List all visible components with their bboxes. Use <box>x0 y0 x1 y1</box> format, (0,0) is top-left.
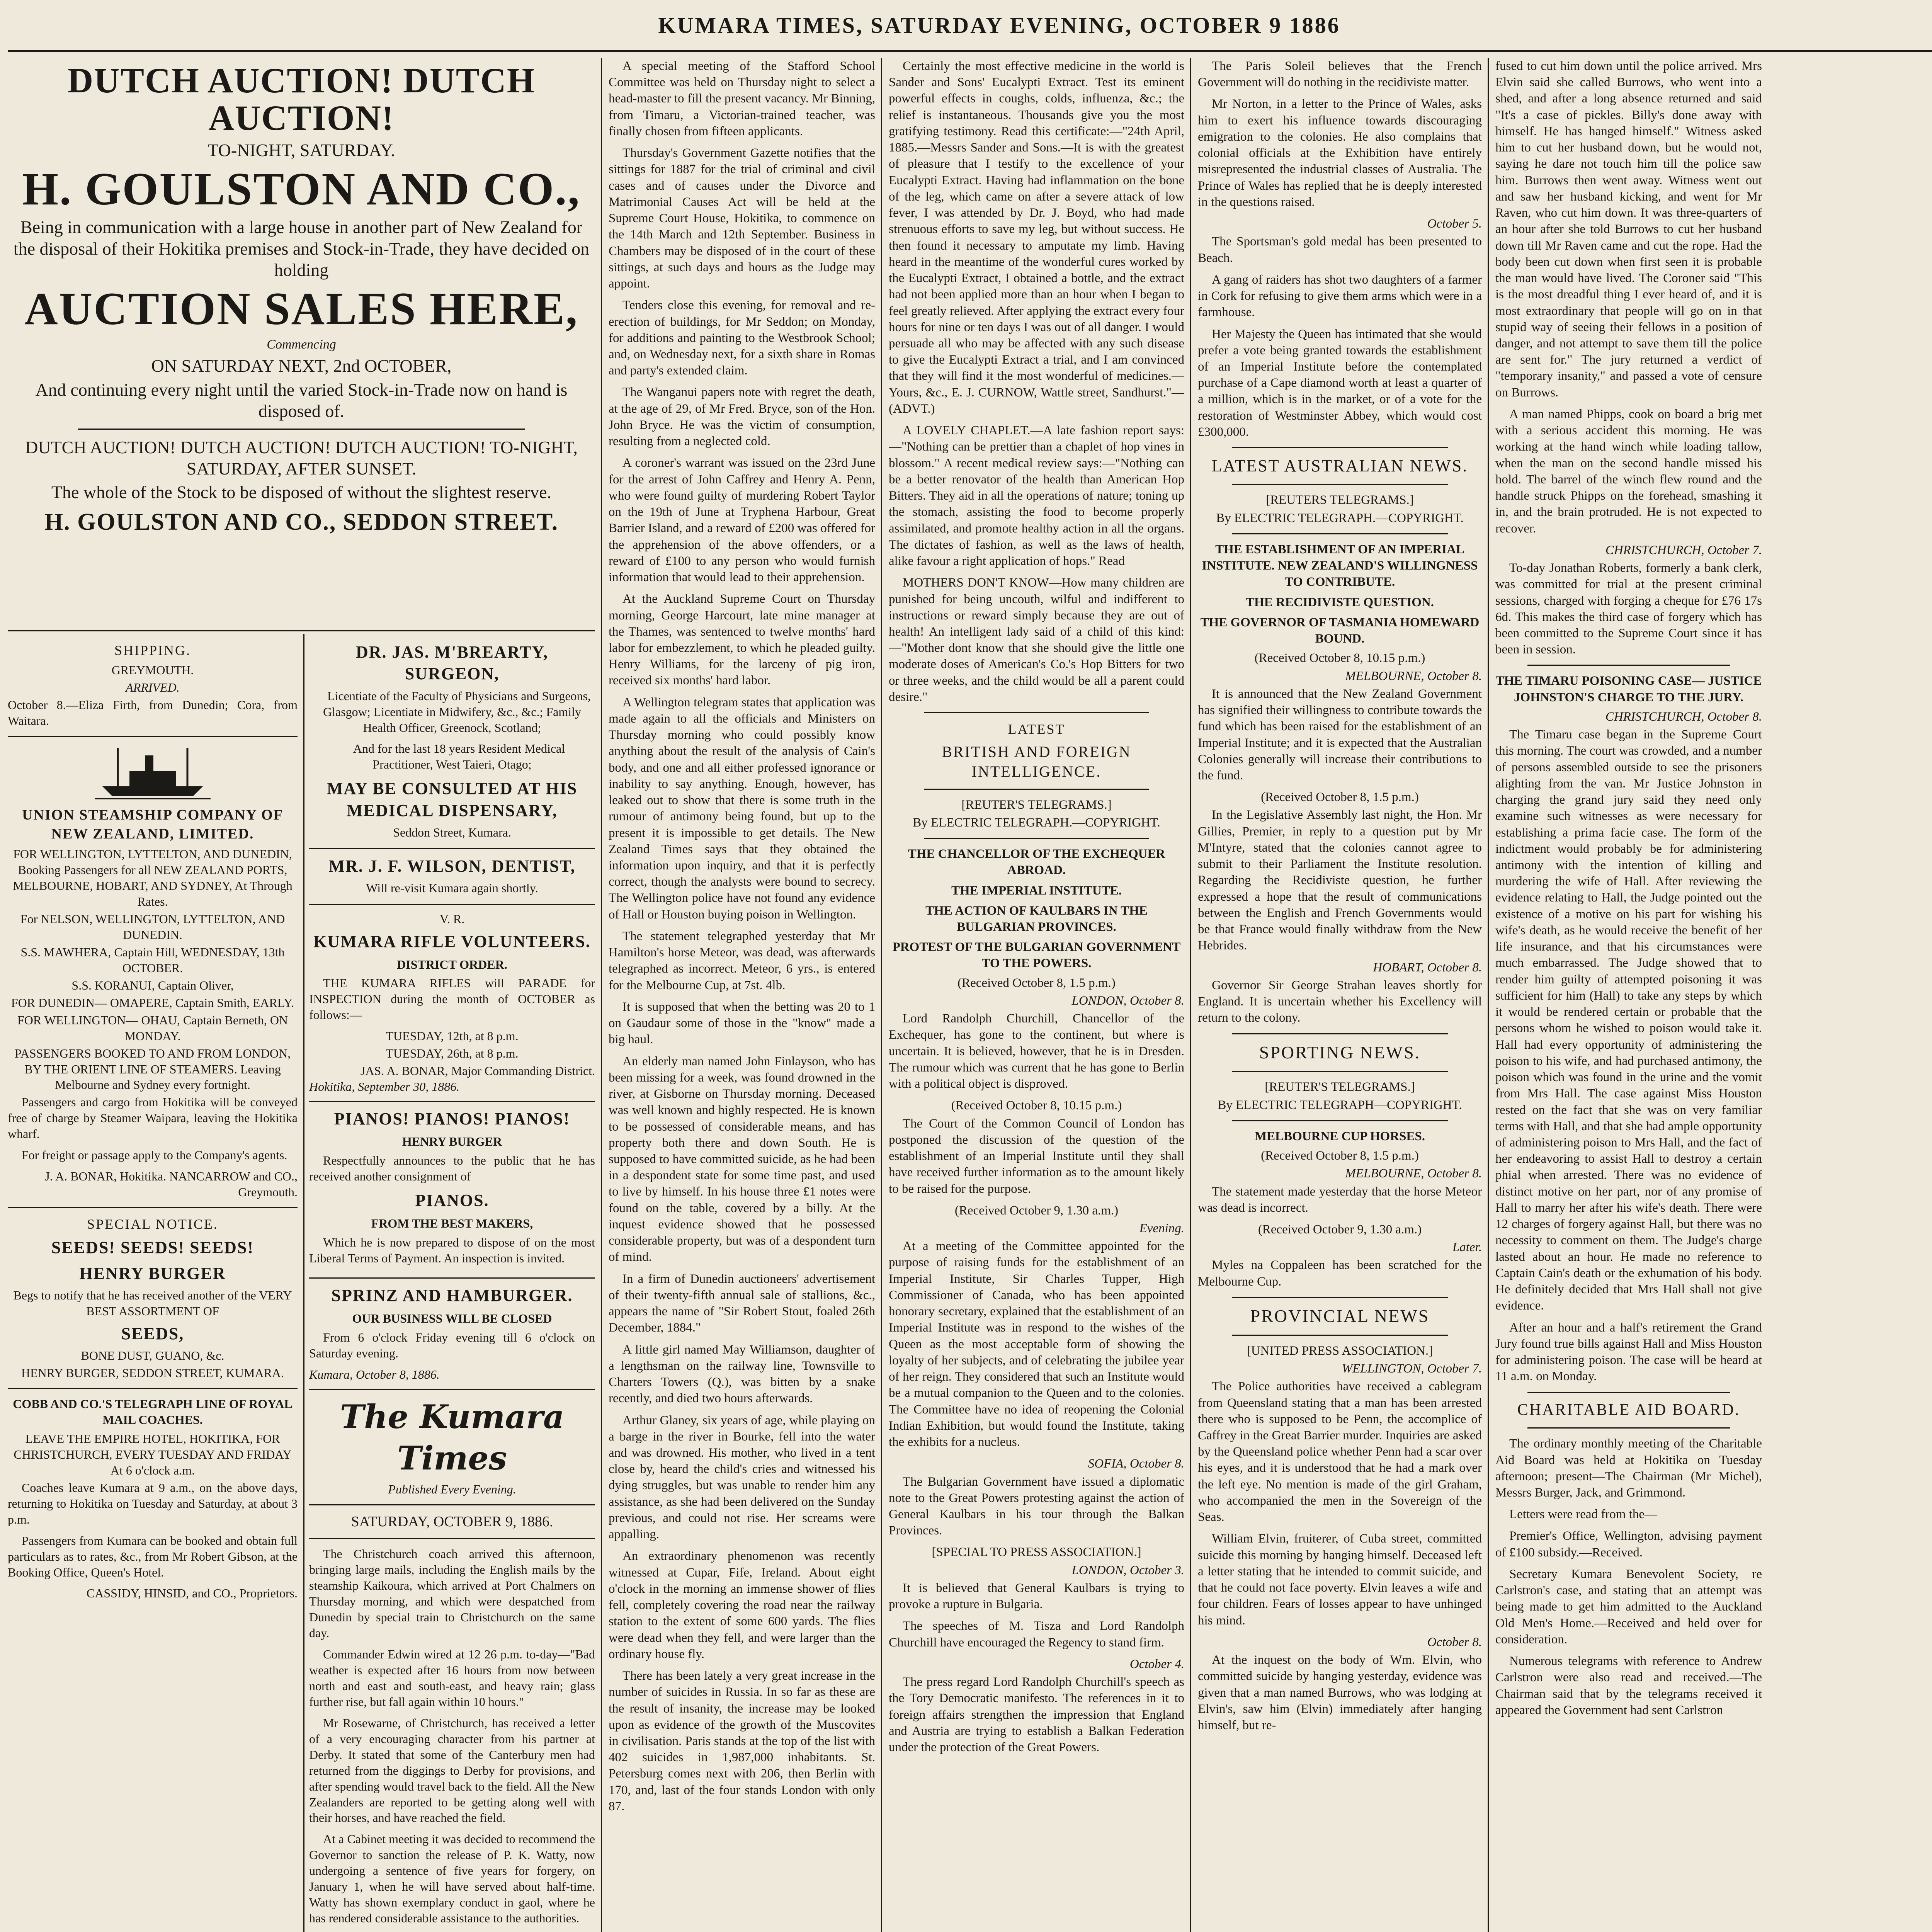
dentist-text: Will re-visit Kumara again shortly. <box>366 881 538 895</box>
rifles-text: THE KUMARA RIFLES will PARADE for INSPECTION during the month of OCTOBER as follows:— <box>309 976 595 1022</box>
cargo-note: Passengers and cargo from Hokitika will be conveyed free of charge by Steamer Waipara, leaving the Hokitika wharf. <box>8 1095 298 1141</box>
article: A Wellington telegram states that application was made again to all the officials and Ministers on Thursday morning who could possibly know anything about the result of the analysis of Cain's body, and one and all either professed ignorance or inability to say anything. Enough, however, has leaked out to show that there is some truth in the rumour of antimony being found, but up to the present it is impossible to get details. The New Zealand Times says that they obtained the information upon inquiry, and that it is perfectly correct, though the analysts were bound to secrecy. The Wellington police have not found any evidence of Hall or Houston buying poison in Wellington. <box>609 695 875 922</box>
pianos-heading: PIANOS! PIANOS! PIANOS! <box>334 1109 570 1129</box>
article: Tenders close this evening, for removal and re-erection of buildings, for Mr Seddon; on Monday, for additions and painting to the Westbrook School; and, on Wednesday next, for a sixth share in Romas and party's extended claim. <box>609 298 875 378</box>
burger-seeds-text: Begs to notify that he has received another of the VERY BEST ASSORTMENT OF <box>13 1288 292 1318</box>
article: The Christchurch coach arrived this afternoon, bringing large mails, including the English mails by the steamship Kaikoura, which arrived at Port Chalmers on Thursday morning, and which were despatched from Dunedin by special train to Christchurch on the same day. <box>309 1547 595 1640</box>
headline: THE RECIDIVISTE QUESTION. <box>1246 595 1434 609</box>
article: It is believed that General Kaulbars is trying to provoke a rupture in Bulgaria. <box>889 1581 1184 1612</box>
goulston-footer: H. GOULSTON AND CO., SEDDON STREET. <box>44 509 559 535</box>
article: In the Legislative Assembly last night, the Hon. Mr Gillies, Premier, in reply to a question put by Mr M'Intyre, stated that the colonies cannot agree to submit to their Parliament the Institute resolution. Regarding the Recidiviste question, he further expressed a hope that the result of communications between the English and French Governments would be that France would finally withdraw from the New Hebrides. <box>1198 808 1482 953</box>
received-line: (Received October 8, 10.15 p.m.) <box>1254 651 1425 665</box>
paper-nameplate: The Kumara Times <box>340 1397 565 1478</box>
pianos-text: Respectfully announces to the public that he has received another consignment of <box>309 1153 595 1184</box>
received-line: (Received October 8, 1.5 p.m.) <box>1261 1149 1419 1163</box>
article: An extraordinary phenomenon was recently witnessed at Cupar, Fife, Ireland. About eight o'clock in the morning an immense shower of flies fell, completely covering the road near the railway station to the extent of some 600 yards. The flies were dead when they fell, and were larger than the ordinary house fly. <box>609 1549 875 1661</box>
article: Arthur Glaney, six years of age, while playing on a barge in the river in Bourke, fell into the water and was drowned. His mother, who lived in a tent close by, heard the child's cries and witnessed his dying struggles, but was unable to render him any assistance, as she had been delivered on the Sunday previous, and could not rise. Her screams were appalling. <box>609 1413 875 1542</box>
dateline: October 8. <box>1427 1635 1482 1649</box>
shipping-heading: SHIPPING. <box>114 643 191 658</box>
charitable-aid: CHARITABLE AID BOARD. <box>1517 1401 1740 1419</box>
received-line: (Received October 8, 1.5 p.m.) <box>1261 790 1419 804</box>
article: Mr Norton, in a letter to the Prince of Wales, asks him to exert his influence towards discouraging emigration to the colonies. He also complains that colonial officials at the Exhibition have entirely misrepresented the industrial classes of Australia. The Prince of Wales has replied that he is deeply interested in the questions raised. <box>1198 97 1482 209</box>
headline: THE TIMARU POISONING CASE— JUSTICE JOHNSTON'S CHARGE TO THE JURY. <box>1495 674 1762 704</box>
article: Premier's Office, Wellington, advising payment of £100 subsidy.—Received. <box>1495 1529 1762 1560</box>
article: Governor Sir George Strahan leaves shortly for England. It is uncertain whether his Excellency will return to the colony. <box>1198 978 1482 1025</box>
article: The statement made yesterday that the horse Meteor was dead is incorrect. <box>1198 1184 1482 1215</box>
article: The Wanganui papers note with regret the death, at the age of 29, of Mr Fred. Bryce, son of the Hon. John Bryce. He was the victim of consumption, resulting from a neglected cold. <box>609 385 875 449</box>
received-line: (Received October 8, 10.15 p.m.) <box>951 1099 1122 1113</box>
parade-1: TUESDAY, 12th, at 8 p.m. <box>386 1029 519 1043</box>
headline: THE GOVERNOR OF TASMANIA HOMEWARD BOUND. <box>1200 615 1480 646</box>
latest-label: LATEST <box>1008 721 1065 737</box>
dateline: LONDON, October 3. <box>1071 1563 1184 1577</box>
column-5 <box>1495 58 1932 1932</box>
coach-departures: LEAVE THE EMPIRE HOTEL, HOKITIKA, FOR CHRISTCHURCH, EVERY TUESDAY AND FRIDAY At 6 o'clock a.m. <box>14 1431 292 1477</box>
article: At a meeting of the Committee appointed for the purpose of raising funds for the establishment of an Imperial Institute, Sir Charles Tupper, High Commissioner of Canada, who has been appointed honorary secretary, explained that the establishment of an Imperial Institute was in respond to the wishes of the Queen as the most acceptable form of showing the loyalty of her subjects, and of celebrating the jubilee year of her reign. They considered that such an Institute would be a mutual companion to the Queen and to the colonies. The Committee have no idea of reopening the Colonial Indian Exhibition, but would found the Institute, taking the exhibits for a nucleus. <box>889 1239 1184 1449</box>
article: It is announced that the New Zealand Government has signified their willingness to contribute towards the fund which has been raised for the establishment of an Imperial Institute; and it is expected that the Australian Colonies generally will increase their contributions to the fund. <box>1198 687 1482 782</box>
auction-sales: AUCTION SALES HERE, <box>24 282 578 334</box>
nelson-route: For NELSON, WELLINGTON, LYTTELTON, AND DUNEDIN. <box>20 912 285 942</box>
shipping-agents: J. A. BONAR, Hokitika. NANCARROW and CO., Greymouth. <box>45 1169 298 1199</box>
closed-date: Kumara, October 8, 1886. <box>309 1367 440 1381</box>
article: At the inquest on the body of Wm. Elvin, who committed suicide by hanging yesterday, evidence was given that a man named Burrows, who was lodging at Elvin's, saw him (Elvin) immediately after hanging himself, but re- <box>1198 1653 1482 1732</box>
article: The Police authorities have received a cablegram from Queensland stating that a man has been arrested there who is supposed to be Penn, the accomplice of Caffrey in the Great Barrier murder. Inquiries are asked by the Queensland police whether Penn had a scar over his eyes, and it is understood that he had a mark over the left eye. No mention is made of the girl Graham, who accompanied the men in the Sovereign of the Seas. <box>1198 1379 1482 1524</box>
column-1b <box>309 638 595 1932</box>
doctor-heading: DR. JAS. M'BREARTY, SURGEON, <box>355 643 549 684</box>
article: At a Cabinet meeting it was decided to recommend the Governor to sanction the release of P. K. Watty, now undergoing a sentence of five years for forgery, on January 1, when he will have served about half-time. Watty has shown exemplary conduct in gaol, where he has rendered considerable assistance to the authorities. <box>309 1832 595 1925</box>
published-line: Published Every Evening. <box>388 1482 516 1496</box>
column-2 <box>609 58 875 1932</box>
bone-dust: BONE DUST, GUANO, &c. <box>81 1349 224 1363</box>
column-1a <box>8 638 298 1932</box>
seeds-heading: SEEDS! SEEDS! SEEDS! <box>51 1238 254 1257</box>
medical-dispensary: MAY BE CONSULTED AT HIS MEDICAL DISPENSARY, <box>327 779 578 820</box>
article: A little girl named May Williamson, daughter of a lengthsman on the railway line, Townsville to Charters Towers (Q.), was bitten by a snake recently, and died two hours afterwards. <box>609 1342 875 1406</box>
sprinz-heading: SPRINZ AND HAMBURGER. <box>331 1286 573 1305</box>
received-line: (Received October 8, 1.5 p.m.) <box>957 976 1116 990</box>
dateline: SOFIA, October 8. <box>1088 1457 1184 1471</box>
article: MOTHERS DON'T KNOW—How many children are punished for being uncouth, wilful and indifferent to instructions or reward simply because they are out of health! An intelligent lady said of a child of this kind:—"Mother dont know that she should give the little one moderate doses of American's Co.'s Hop Bitters for two or three weeks, and the child would be all a parent could desire." <box>889 576 1184 704</box>
article: Her Majesty the Queen has intimated that she would prefer a vote being granted towards the establishment of an Imperial Institute before the contemplated purchase of a Cape diamond worth at least a quarter of a million, which is in the market, or of a vote for the restoration of Westminster Abbey, which would cost £300,000. <box>1198 327 1482 439</box>
article: It is supposed that when the betting was 20 to 1 on Gaudaur some of those in the "know" made a big haul. <box>609 1000 875 1047</box>
district-order: DISTRICT ORDER. <box>397 957 507 971</box>
article: A man named Phipps, cook on board a brig met with a serious accident this morning. He was working at the hand winch while loading tallow, when the man on the second handle missed his hold. The barrel of the winch flew round and the handle struck Phipps on the forehead, smashing it in, and the brain protruded. He is not expected to recover. <box>1495 407 1762 536</box>
advert-rule <box>8 630 595 631</box>
whole-stock: The whole of the Stock to be disposed of without the slightest reserve. <box>51 482 552 502</box>
dateline: HOBART, October 8. <box>1373 960 1482 975</box>
article: At the Auckland Supreme Court on Thursday morning, George Harcourt, late mine manager at the Thames, was sentenced to twelve months' hard labor for embezzlement, to which he pleaded guilty. Henry Williams, for the larceny of pig iron, received six months' hard labor. <box>609 592 875 688</box>
column-rule <box>881 58 882 1932</box>
coach-proprietors: CASSIDY, HINSID, and CO., Proprietors. <box>86 1586 298 1600</box>
goulston-intro: Being in communication with a large house in another part of New Zealand for the disposal of their Hokitika premises and Stock-in-Trade, they have decided on holding <box>13 217 590 280</box>
british-foreign: BRITISH AND FOREIGN INTELLIGENCE. <box>942 743 1131 781</box>
auction-date: ON SATURDAY NEXT, 2nd OCTOBER, <box>151 356 452 376</box>
omapere: FOR DUNEDIN— OMAPERE, Captain Smith, EARLY. <box>11 995 294 1010</box>
electric-label: By ELECTRIC TELEGRAPH.—COPYRIGHT. <box>1216 511 1464 525</box>
article: Commander Edwin wired at 12 26 p.m. to-day—"Bad weather is expected after 16 hours from now between north and east and south-east, and heavy rain; glass further rise, but fall again within 10 hours." <box>309 1647 595 1709</box>
parade-2: TUESDAY, 26th, at 8 p.m. <box>386 1046 519 1061</box>
headline: THE CHANCELLOR OF THE EXCHEQUER ABROAD. <box>908 847 1165 878</box>
article: Myles na Coppaleen has been scratched for the Melbourne Cup. <box>1198 1258 1482 1289</box>
rifle-volunteers: KUMARA RIFLE VOLUNTEERS. <box>313 932 591 951</box>
article: The ordinary monthly meeting of the Charitable Aid Board was held at Hokitika on Tuesday afternoon; present—The Chairman (Mr Michel), Messrs Burger, Jack, and Grimmond. <box>1495 1437 1762 1500</box>
greymouth: GREYMOUTH. <box>111 663 194 677</box>
seeds-word: SEEDS, <box>121 1324 184 1343</box>
continuing: And continuing every night until the varied Stock-in-Trade now on hand is disposed of. <box>35 379 568 421</box>
article: There has been lately a very great increase in the number of suicides in Russia. In so far as these are the result of insanity, the increase may be looked upon as evidence of the growth of the Muscovites in civilisation. Paris stands at the top of the list with 402 suicides in 1,987,000 inhabitants. St. Petersburg comes next with 206, then Berlin with 170, and, last of the four stands London with only 87. <box>609 1669 875 1813</box>
article: The Sportsman's gold medal has been presented to Beach. <box>1198 235 1482 265</box>
article: A gang of raiders has shot two daughters of a farmer in Cork for refusing to give them arms which were in a farmhouse. <box>1198 272 1482 320</box>
article: The Timaru case began in the Supreme Court this morning. The court was crowded, and a number of persons assembled outside to see the prisoners alighting from the van. Mr Justice Johnston in charging the grand jury said they need only examine such witnesses as were necessary for establishing a prima facie case. The form of the indictment would probably be for administering antimony with the intention of killing and murdering the wife of Hall. After reviewing the evidence relating to Hall, the Judge pointed out the existence of a motive on his part for wishing his wife's death, as he would receive the benefit of her life insurance, and that his circumstances were much embarrassed. The Judge showed that to render him guilty of attempted poisoning it was sufficient for him (Hall) to take any steps by which it would be rendered certain or probable that the persons whom he wished to poison would take it. Hall had every opportunity of administering the poison to his wife, and had purchased antimony, the poison which was found in the urine and the vomit from Mrs Hall. The case against Miss Houston rested on the fact that she was on very familiar terms with Hall, and that she had ample opportunity of administering poison to Mrs Hall, and the fact of her endeavoring to assist Hall to destroy a certain phial when arrested. There was no evidence of distinct motive on her part, nor of any promise of Hall to marry her after his wife's death. There were 12 charges of forgery against Hall, but there was no necessity to comment on them. The Judge's charge lasted about an hour. He made no reference to Captain Cain's death or the exhumation of his body. He definitely decided that Mrs Hall shall not give evidence. <box>1495 728 1762 1313</box>
ohau: FOR WELLINGTON— OHAU, Captain Berneth, ON MONDAY. <box>17 1013 288 1043</box>
burger-signature: HENRY BURGER, SEDDON STREET, KUMARA. <box>21 1366 284 1380</box>
article: Secretary Kumara Benevolent Society, re Carlstron's case, and stating that an attempt was being made to get him admitted to the Auckland Old Men's Home.—Received and held over for consideration. <box>1495 1567 1762 1646</box>
article: Letters were read from the— <box>1509 1507 1657 1522</box>
pianos-word: PIANOS. <box>415 1191 489 1210</box>
goulston-advert <box>8 58 595 630</box>
special-notice: SPECIAL NOTICE. <box>87 1216 218 1232</box>
article: After an hour and a half's retirement the Grand Jury found true bills against Hall and Miss Houston for administering poison. The case will be heard at 11 a.m. on Monday. <box>1495 1320 1762 1384</box>
headline: MELBOURNE CUP HORSES. <box>1255 1129 1425 1143</box>
dateline: Later. <box>1452 1240 1482 1255</box>
wellington-route: FOR WELLINGTON, LYTTELTON, AND DUNEDIN, Booking Passengers for all NEW ZEALAND PORTS, MELBOURNE, HOBART, AND SYDNEY, At Through Rates. <box>13 847 293 908</box>
article: Certainly the most effective medicine in the world is Sander and Sons' Eucalypti Extract. Test its eminent powerful effects in coughs, colds, influenza, &c.; the relief is instantaneous. Thousands give you the most gratifying testimony. Read this certificate:—"24th April, 1885.—Messrs Sander and Sons.—It is with the greatest of pleasure that I testify to the excellence of your Eucalypti Extract. Having had inflammation on the bone of the leg, which came on after a severe attack of low fever, I was attended by Dr. J. Boyd, who had made strenuous efforts to save my leg, but without success. He then found it necessary to amputate my limb. Having heard in the meantime of the wonderful cures worked by the Eucalypti Extract, I obtained a bottle, and the extract had not been applied more than an hour when I began to feel greatly relieved. After applying the extract every four hours for nine or ten days I was out of all danger. I would persuade all who may be affected with any such disease to give the Eucalypti Extract a trial, and I am convinced that they will find it the most wonderful of medicines.—Yours, &c., E. J. CURNOW, Wattle street, Sandhurst."—(ADVT.) <box>889 59 1184 416</box>
dentist-heading: MR. J. F. WILSON, DENTIST, <box>328 856 576 876</box>
headline: PROTEST OF THE BULGARIAN GOVERNMENT TO THE POWERS. <box>892 940 1181 971</box>
freight-note: For freight or passage apply to the Company's agents. <box>22 1148 287 1162</box>
mawhera: S.S. MAWHERA, Captain Hill, WEDNESDAY, 13th OCTOBER. <box>20 945 285 975</box>
article: Mr Rosewarne, of Christchurch, has received a letter of a very encouraging character from his partner at Derby. It stated that some of the Canterbury men had returned from the diggings to Derby for provisions, and after spending would travel back to the field. All the New Zealanders are reported to be getting along well with their horses, and have reached the field. <box>309 1716 595 1825</box>
dispensary-address: Seddon Street, Kumara. <box>393 825 511 840</box>
dateline: WELLINGTON, October 7. <box>1342 1362 1482 1376</box>
coach-times: Coaches leave Kumara at 9 a.m., on the above days, returning to Hokitika on Tuesday and Saturday, at about 3 p.m. <box>8 1480 298 1526</box>
headline: THE IMPERIAL INSTITUTE. <box>951 883 1122 898</box>
column-3 <box>889 58 1184 1932</box>
provincial-news: PROVINCIAL NEWS <box>1250 1306 1430 1326</box>
dateline: Evening. <box>1139 1221 1184 1235</box>
column-rule <box>601 58 602 1932</box>
dateline: LONDON, October 8. <box>1071 993 1184 1008</box>
electric-label: By ELECTRIC TELEGRAPH.—COPYRIGHT. <box>913 815 1160 830</box>
column-rule <box>303 634 304 1932</box>
passengers-booked: PASSENGERS BOOKED TO AND FROM LONDON, BY THE ORIENT LINE OF STEAMERS. Leaving Melbourne and Sydney every fortnight. <box>14 1046 291 1092</box>
article: The Bulgarian Government have issued a diplomatic note to the Great Powers protesting against the action of General Kaulbars in his tour through the Balkan Provinces. <box>889 1475 1184 1538</box>
dateline: CHRISTCHURCH, October 7. <box>1605 543 1762 557</box>
pianos-terms: Which he is now prepared to dispose of on the most Liberal Terms of Payment. An inspection is invited. <box>309 1235 595 1265</box>
doctor-qualifications: Licentiate of the Faculty of Physicians and Surgeons, Glasgow; Licentiate in Midwifery, &c., &c.; Family Health Officer, Greenock, Scotland; <box>323 689 591 735</box>
headline: THE ESTABLISHMENT OF AN IMPERIAL INSTITUTE. NEW ZEALAND'S WILLINGNESS TO CONTRIBUTE. <box>1202 542 1478 589</box>
article: Numerous telegrams with reference to Andrew Carlstron were also read and received.—The Chairman said that by the telegrams received it appeared the Government had sent Carlstron <box>1495 1654 1762 1717</box>
latest-australian: LATEST AUSTRALIAN NEWS. <box>1211 456 1468 476</box>
masthead-rule <box>8 50 1932 52</box>
article: A coroner's warrant was issued on the 23rd June for the arrest of John Caffrey and Henry A. Penn, who were found guilty of murdering Robert Taylor on the 19th of June at Tryphena Harbour, Great Barrier Island, and a reward of £200 was offered for the apprehension of the above offenders, or a reward of £100 to any person who would furnish information that would lead to their apprehension. <box>609 456 875 585</box>
dateline: MELBOURNE, October 8. <box>1345 669 1482 683</box>
article: To-day Jonathan Roberts, formerly a bank clerk, was committed for trial at the present criminal sessions, charged with forging a cheque for £76 17s 6d. This makes the third case of forgery which has been committed to the Supreme Court since it has been in session. <box>1495 561 1762 657</box>
sporting-news: SPORTING NEWS. <box>1259 1042 1421 1062</box>
dateline: October 5. <box>1427 217 1482 231</box>
doctor-experience: And for the last 18 years Resident Medical Practitioner, West Taieri, Otago; <box>353 742 565 772</box>
column-rule <box>1190 58 1191 1932</box>
issue-date: SATURDAY, OCTOBER 9, 1886. <box>351 1513 553 1530</box>
dateline: MELBOURNE, October 8. <box>1345 1167 1482 1181</box>
arrivals: October 8.—Eliza Firth, from Dunedin; Cora, from Waitara. <box>8 697 298 728</box>
vr-mark: V. R. <box>439 912 465 926</box>
united-press: [UNITED PRESS ASSOCIATION.] <box>1247 1344 1433 1358</box>
article: An elderly man named John Finlayson, who has been missing for a week, was found drowned in the river, at Gisborne on Thursday morning. Deceased was well known and highly respected. He is known to be possessed of considerable means, and has property both there and down South. He is supposed to have committed suicide, as he had been in a despondent state for some time past, and used to live by himself. In his house three £1 notes were found on the table, covered by a billy. At the inquest evidence showed that he possessed considerable property, but was of a despondent turn of mind. <box>609 1054 875 1264</box>
steamship-icon <box>95 744 211 802</box>
auction-repeat: DUTCH AUCTION! DUTCH AUCTION! DUTCH AUCTION! TO-NIGHT, SATURDAY, AFTER SUNSET. <box>25 437 578 479</box>
commencing: Commencing <box>267 337 336 352</box>
headline: THE ACTION OF KAULBARS IN THE BULGARIAN PROVINCES. <box>925 903 1148 934</box>
electric-label: By ELECTRIC TELEGRAPH—COPYRIGHT. <box>1218 1098 1462 1112</box>
dutch-auction-title: DUTCH AUCTION! DUTCH AUCTION! <box>67 61 536 138</box>
article: fused to cut him down until the police arrived. Mrs Elvin said she called Burrows, who went into a shed, and after a long absence returned and said "It's a case of pickles. Billy's done away with himself. He has hanged himself." Witness asked him to cut her husband down, but he would not, saying he dare not touch him till the police saw him. Burrows then went away. Witness went out and saw her husband kicking, and went for Mr Raven, who cut him down. It was three-quarters of an hour after she told Burrows to cut her husband down till Mr Raven came and cut the rope. Had the body been cut down when first seen it is probable the man would have lived. The Coroner said "This is the most dreadful thing I ever heard of, and it is most extraordinary that people will go on in that stupid way of seeing their fellows in a position of danger, and not attempt to save them till the police are sent for." The jury returned a verdict of "temporary insanity," and passed a vote of censure on Burrows. <box>1495 59 1762 400</box>
article: Lord Randolph Churchill, Chancellor of the Exchequer, has gone to the continent, but where is uncertain. It is believed, however, that he is in Dresden. The rumour which was current that he has gone to Berlin with a political object is disproved. <box>889 1012 1184 1091</box>
article: Thursday's Government Gazette notifies that the sittings for 1887 for the trial of criminal and civil cases and of causes under the Divorce and Matrimonial Causes Act will be held at the Supreme Court House, Hokitika, to commence on the 14th March and 12th September. Business in Chambers may be disposed of in the court of these sittings, at such days and hours as the Judge may appoint. <box>609 146 875 291</box>
goulston-firm: H. GOULSTON AND CO., <box>22 163 581 215</box>
column-4 <box>1198 58 1482 1932</box>
dateline: October 4. <box>1129 1657 1184 1671</box>
major-bonar: JAS. A. BONAR, Major Commanding District. <box>360 1064 595 1078</box>
column-rule <box>1488 58 1489 1932</box>
article: The Paris Soleil believes that the French Government will do nothing in the recidiviste matter. <box>1198 59 1482 90</box>
received-line: (Received October 9, 1.30 a.m.) <box>1258 1223 1422 1237</box>
reuters-label: [REUTER'S TELEGRAMS.] <box>1265 1080 1415 1094</box>
dateline: CHRISTCHURCH, October 8. <box>1605 709 1762 724</box>
masthead: KUMARA TIMES, SATURDAY EVENING, OCTOBER 9 1886 <box>658 12 1340 38</box>
cobb-coaches: COBB AND CO.'S TELEGRAPH LINE OF ROYAL MAIL COACHES. <box>13 1396 293 1427</box>
henry-burger: HENRY BURGER <box>79 1264 226 1283</box>
reuters-label: [REUTER'S TELEGRAMS.] <box>961 798 1112 812</box>
article: The Court of the Common Council of London has postponed the discussion of the question of the establishment of an Imperial Institute until they shall have received further information as to the amount likely to be raised for the purpose. <box>889 1116 1184 1196</box>
article: The statement telegraphed yesterday that Mr Hamilton's horse Meteor, was dead, was afterwards telegraphed as incorrect. Meteor, 6 yrs., is entered for the Melbourne Cup, at 7st. 4lb. <box>609 929 875 992</box>
koranui: S.S. KORANUI, Captain Oliver, <box>71 978 234 992</box>
article: William Elvin, fruiterer, of Cuba street, committed suicide this morning by hanging himself. Deceased left a letter stating that he intended to commit suicide, and that he could not face poverty. Elvin leaves a wife and four children. Fears of losses appear to have unhinged his mind. <box>1198 1532 1482 1628</box>
closed-text: From 6 o'clock Friday evening till 6 o'clock on Saturday evening. <box>309 1330 595 1360</box>
article: A LOVELY CHAPLET.—A late fashion report says:—"Nothing can be prettier than a chaplet of hop vines in blossom." A recent medical review says:—"Nothing can be a better renovator of the health than American Hop Bitters. They aid in all the operations of nature; toning up the stomach, assisting the food to become properly assimilated, and promote healthy action in all the organs. The dictates of fashion, as well as the laws of health, alike favour a right application of hops." Read <box>889 423 1184 568</box>
reuters-label: [REUTERS TELEGRAMS.] <box>1266 493 1414 507</box>
article: A special meeting of the Stafford School Committee was held on Thursday night to select a head-master to fill the present vacancy. Mr Binning, from Timaru, a Victorian-trained teacher, was finally chosen from fifteen applicants. <box>609 59 875 138</box>
article: The speeches of M. Tisza and Lord Randolph Churchill have encouraged the Regency to stand firm. <box>889 1619 1184 1650</box>
received-line: (Received October 9, 1.30 a.m.) <box>954 1203 1119 1218</box>
rifles-date: Hokitika, September 30, 1886. <box>309 1080 460 1094</box>
special-press: [SPECIAL TO PRESS ASSOCIATION.] <box>932 1545 1141 1560</box>
business-closed: OUR BUSINESS WILL BE CLOSED <box>352 1311 552 1325</box>
coach-booking: Passengers from Kumara can be booked and obtain full particulars as to rates, &c., from Mr Robert Gibson, at the Booking Office, Queen's Hotel. <box>8 1533 298 1579</box>
pianos-burger: HENRY BURGER <box>402 1134 502 1149</box>
article: In a firm of Dunedin auctioneers' advertisement of their twenty-fifth annual sale of stallions, &c., appears the name of "Sir Robert Stout, foaled 26th December, 1884." <box>609 1272 875 1335</box>
union-steamship: UNION STEAMSHIP COMPANY OF NEW ZEALAND, LIMITED. <box>22 806 283 842</box>
best-makers: FROM THE BEST MAKERS, <box>371 1216 533 1230</box>
article: The press regard Lord Randolph Churchill's speech as the Tory Democratic manifesto. The references in it to foreign affairs strengthen the impression that England and Austria are trying to establish a Balkan Federation under the protection of the Great Powers. <box>889 1675 1184 1755</box>
arrived: ARRIVED. <box>126 680 180 695</box>
tonight: TO-NIGHT, SATURDAY. <box>207 140 395 160</box>
